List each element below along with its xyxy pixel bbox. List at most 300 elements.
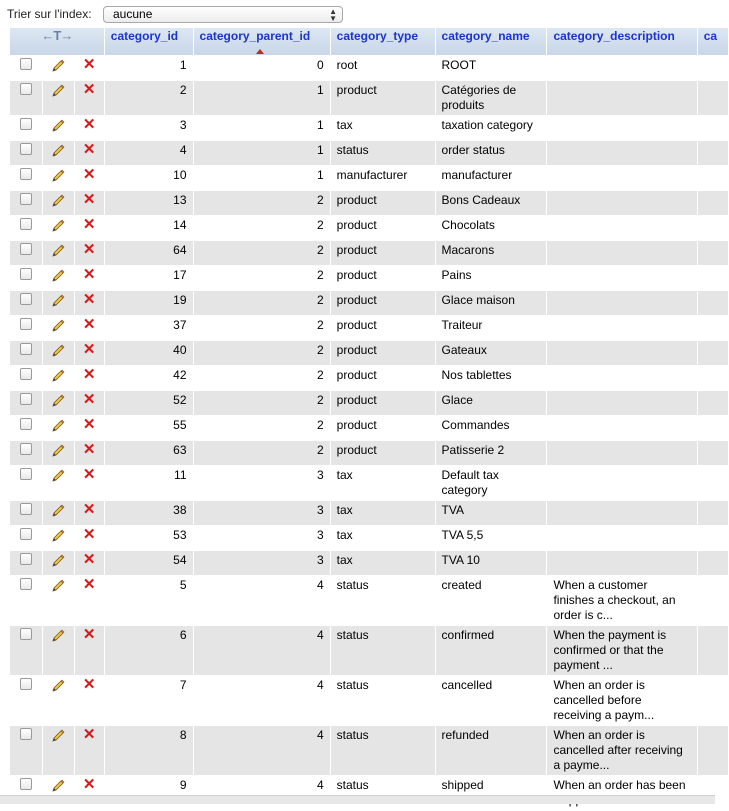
row-checkbox[interactable]	[20, 528, 32, 540]
edit-cell	[43, 676, 73, 725]
edit-pencil-icon[interactable]	[50, 143, 66, 163]
delete-x-icon[interactable]: ✕	[82, 676, 96, 693]
cell-category-name: Catégories de produits	[436, 81, 547, 115]
cell-category-name: Traiteur	[436, 316, 547, 340]
cell-category-name: taxation category	[436, 116, 547, 140]
cell-category-parent-id: 2	[194, 341, 330, 365]
row-checkbox[interactable]	[20, 118, 32, 130]
row-checkbox[interactable]	[20, 728, 32, 740]
cell-category-type: status	[331, 626, 435, 675]
cell-category-name: cancelled	[436, 676, 547, 725]
cell-category-name: Gateaux	[436, 341, 547, 365]
row-select-cell	[10, 241, 42, 265]
delete-cell	[75, 416, 104, 440]
cell-truncated	[698, 551, 728, 575]
cell-category-description	[547, 366, 696, 390]
row-checkbox[interactable]	[20, 343, 32, 355]
cell-category-parent-id: 3	[194, 466, 330, 500]
delete-x-icon[interactable]: ✕	[82, 626, 96, 643]
cell-truncated	[698, 576, 728, 625]
cell-category-type: tax	[331, 526, 435, 550]
table-body	[10, 56, 728, 810]
table-row	[10, 141, 728, 165]
edit-pencil-icon[interactable]	[50, 193, 66, 213]
cell-category-parent-id: 2	[194, 391, 330, 415]
table-row	[10, 726, 728, 775]
edit-pencil-icon[interactable]	[50, 553, 66, 573]
cell-category-id: 37	[105, 316, 193, 340]
cell-truncated	[698, 366, 728, 390]
cell-category-name: Glace	[436, 391, 547, 415]
table-row	[10, 291, 728, 315]
cell-category-description	[547, 166, 696, 190]
cell-category-description	[547, 416, 696, 440]
row-select-cell	[10, 291, 42, 315]
delete-x-icon[interactable]: ✕	[82, 291, 96, 308]
cell-truncated	[698, 316, 728, 340]
edit-cell	[43, 141, 73, 165]
delete-cell	[75, 391, 104, 415]
table-row	[10, 216, 728, 240]
delete-x-icon[interactable]: ✕	[82, 141, 96, 158]
delete-x-icon[interactable]: ✕	[82, 726, 96, 743]
cell-truncated	[698, 416, 728, 440]
cell-category-name: Bons Cadeaux	[436, 191, 547, 215]
column-header-category-name[interactable]: category_name	[436, 28, 547, 55]
cell-category-name: TVA 10	[436, 551, 547, 575]
edit-pencil-icon[interactable]	[50, 393, 66, 413]
edit-pencil-icon[interactable]	[50, 168, 66, 188]
cell-category-type: tax	[331, 466, 435, 500]
cell-category-name: shipped	[436, 776, 547, 810]
sort-label: Trier sur l'index:	[7, 7, 92, 21]
cell-category-description	[547, 56, 696, 80]
edit-pencil-icon[interactable]	[50, 218, 66, 238]
cell-truncated	[698, 526, 728, 550]
cell-truncated	[698, 291, 728, 315]
edit-pencil-icon[interactable]	[50, 243, 66, 263]
cell-truncated	[698, 676, 728, 725]
row-select-cell	[10, 626, 42, 675]
delete-cell	[75, 366, 104, 390]
delete-x-icon[interactable]: ✕	[82, 116, 96, 133]
column-arrows-icon: ←T→	[41, 28, 73, 43]
table-row	[10, 526, 728, 550]
delete-x-icon[interactable]: ✕	[82, 576, 96, 593]
delete-cell	[75, 316, 104, 340]
cell-category-description	[547, 216, 696, 240]
row-checkbox[interactable]	[20, 678, 32, 690]
select-arrows-icon: ▲ ▼	[329, 6, 337, 23]
cell-category-parent-id: 0	[194, 56, 330, 80]
cell-category-type: product	[331, 391, 435, 415]
cell-category-id: 53	[105, 526, 193, 550]
edit-pencil-icon[interactable]	[50, 293, 66, 313]
edit-pencil-icon[interactable]	[50, 268, 66, 288]
cell-category-name: manufacturer	[436, 166, 547, 190]
edit-pencil-icon[interactable]	[50, 443, 66, 463]
cell-truncated	[698, 466, 728, 500]
cell-category-id: 1	[105, 56, 193, 80]
row-select-cell	[10, 141, 42, 165]
sort-index-select[interactable]	[103, 6, 343, 23]
edit-cell	[43, 776, 73, 810]
delete-cell	[75, 141, 104, 165]
row-select-cell	[10, 466, 42, 500]
cell-category-description: When an order is cancelled before receiving a paym...	[547, 676, 696, 725]
cell-category-id: 19	[105, 291, 193, 315]
row-checkbox[interactable]	[20, 368, 32, 380]
cell-category-type: product	[331, 416, 435, 440]
edit-cell	[43, 56, 73, 80]
cell-category-description	[547, 526, 696, 550]
cell-category-name: created	[436, 576, 547, 625]
row-select-cell	[10, 56, 42, 80]
edit-pencil-icon[interactable]	[50, 118, 66, 138]
cell-truncated	[698, 56, 728, 80]
table-row	[10, 366, 728, 390]
edit-pencil-icon[interactable]	[50, 418, 66, 438]
delete-x-icon[interactable]: ✕	[82, 466, 96, 483]
table-row	[10, 166, 728, 190]
table-row	[10, 626, 728, 675]
delete-x-icon[interactable]: ✕	[82, 526, 96, 543]
cell-category-name: Glace maison	[436, 291, 547, 315]
cell-category-id: 64	[105, 241, 193, 265]
table-row	[10, 576, 728, 625]
delete-cell	[75, 726, 104, 775]
cell-category-id: 4	[105, 141, 193, 165]
row-select-cell	[10, 81, 42, 115]
delete-x-icon[interactable]: ✕	[82, 56, 96, 73]
cell-category-parent-id: 2	[194, 416, 330, 440]
table-row	[10, 56, 728, 80]
column-header-category-id[interactable]: category_id	[105, 28, 193, 55]
results-table	[9, 27, 729, 811]
row-checkbox[interactable]	[20, 318, 32, 330]
cell-category-parent-id: 1	[194, 166, 330, 190]
delete-cell	[75, 776, 104, 810]
cell-category-parent-id: 2	[194, 241, 330, 265]
cell-category-name: Macarons	[436, 241, 547, 265]
row-checkbox[interactable]	[20, 193, 32, 205]
edit-pencil-icon[interactable]	[50, 318, 66, 338]
cell-category-id: 55	[105, 416, 193, 440]
cell-category-name: confirmed	[436, 626, 547, 675]
sort-bar	[0, 0, 715, 27]
cell-category-parent-id: 4	[194, 676, 330, 725]
cell-category-parent-id: 1	[194, 116, 330, 140]
cell-category-type: product	[331, 191, 435, 215]
sort-index-value: aucune	[113, 7, 153, 21]
row-select-cell	[10, 166, 42, 190]
column-header-category-description[interactable]: category_description	[547, 28, 696, 55]
delete-cell	[75, 216, 104, 240]
table-row	[10, 191, 728, 215]
delete-cell	[75, 266, 104, 290]
edit-cell	[43, 551, 73, 575]
delete-x-icon[interactable]: ✕	[82, 191, 96, 208]
cell-category-id: 7	[105, 676, 193, 725]
cell-category-description	[547, 291, 696, 315]
cell-category-type: tax	[331, 116, 435, 140]
cell-category-type: product	[331, 441, 435, 465]
delete-cell	[75, 466, 104, 500]
table-row	[10, 441, 728, 465]
edit-cell	[43, 366, 73, 390]
delete-x-icon[interactable]: ✕	[82, 391, 96, 408]
cell-truncated	[698, 141, 728, 165]
edit-cell	[43, 416, 73, 440]
cell-category-description	[547, 266, 696, 290]
cell-category-description	[547, 441, 696, 465]
row-checkbox[interactable]	[20, 83, 32, 95]
delete-x-icon[interactable]: ✕	[82, 366, 96, 383]
table-row	[10, 501, 728, 525]
cell-truncated	[698, 241, 728, 265]
cell-category-type: product	[331, 81, 435, 115]
table-row	[10, 341, 728, 365]
row-select-cell	[10, 676, 42, 725]
cell-category-description	[547, 141, 696, 165]
row-select-cell	[10, 441, 42, 465]
delete-x-icon[interactable]: ✕	[82, 81, 96, 98]
cell-category-description	[547, 551, 696, 575]
table-row	[10, 241, 728, 265]
edit-cell	[43, 466, 73, 500]
delete-x-icon[interactable]: ✕	[82, 241, 96, 258]
table-row	[10, 391, 728, 415]
cell-category-type: status	[331, 726, 435, 775]
cell-category-name: TVA 5,5	[436, 526, 547, 550]
cell-category-id: 3	[105, 116, 193, 140]
delete-x-icon[interactable]: ✕	[82, 316, 96, 333]
edit-pencil-icon[interactable]	[50, 528, 66, 548]
edit-cell	[43, 341, 73, 365]
delete-x-icon[interactable]: ✕	[82, 216, 96, 233]
edit-cell	[43, 116, 73, 140]
cell-category-type: status	[331, 141, 435, 165]
table-row	[10, 81, 728, 115]
edit-cell	[43, 266, 73, 290]
edit-cell	[43, 81, 73, 115]
row-select-cell	[10, 551, 42, 575]
cell-category-id: 8	[105, 726, 193, 775]
edit-pencil-icon[interactable]	[50, 83, 66, 103]
edit-cell	[43, 166, 73, 190]
table-row	[10, 416, 728, 440]
row-checkbox[interactable]	[20, 628, 32, 640]
cell-category-type: product	[331, 216, 435, 240]
cell-category-id: 54	[105, 551, 193, 575]
cell-category-type: status	[331, 676, 435, 725]
row-checkbox[interactable]	[20, 58, 32, 70]
delete-x-icon[interactable]: ✕	[82, 266, 96, 283]
row-checkbox[interactable]	[20, 778, 32, 790]
delete-cell	[75, 501, 104, 525]
cell-truncated	[698, 166, 728, 190]
row-checkbox[interactable]	[20, 468, 32, 480]
edit-cell	[43, 526, 73, 550]
cell-category-type: tax	[331, 501, 435, 525]
cell-category-parent-id: 2	[194, 366, 330, 390]
delete-x-icon[interactable]: ✕	[82, 551, 96, 568]
cell-category-description	[547, 466, 696, 500]
delete-x-icon[interactable]: ✕	[82, 416, 96, 433]
edit-pencil-icon[interactable]	[50, 368, 66, 388]
cell-category-name: order status	[436, 141, 547, 165]
cell-category-parent-id: 2	[194, 316, 330, 340]
delete-cell	[75, 241, 104, 265]
delete-x-icon[interactable]: ✕	[82, 441, 96, 458]
delete-x-icon[interactable]: ✕	[82, 166, 96, 183]
edit-pencil-icon[interactable]	[50, 578, 66, 598]
cell-category-type: status	[331, 776, 435, 810]
delete-x-icon[interactable]: ✕	[82, 341, 96, 358]
edit-cell	[43, 576, 73, 625]
cell-category-type: status	[331, 576, 435, 625]
row-checkbox[interactable]	[20, 503, 32, 515]
cell-category-id: 9	[105, 776, 193, 810]
table-row	[10, 266, 728, 290]
cell-truncated	[698, 726, 728, 775]
cell-category-type: tax	[331, 551, 435, 575]
cell-category-id: 38	[105, 501, 193, 525]
cell-category-parent-id: 3	[194, 551, 330, 575]
row-checkbox[interactable]	[20, 168, 32, 180]
cell-truncated	[698, 501, 728, 525]
cell-category-description	[547, 81, 696, 115]
cell-category-description	[547, 501, 696, 525]
cell-category-parent-id: 2	[194, 441, 330, 465]
cell-category-description	[547, 241, 696, 265]
cell-category-name: ROOT	[436, 56, 547, 80]
column-header-truncated[interactable]: ca	[698, 28, 728, 55]
table-row	[10, 316, 728, 340]
cell-category-parent-id: 3	[194, 501, 330, 525]
row-checkbox[interactable]	[20, 393, 32, 405]
cell-category-name: Nos tablettes	[436, 366, 547, 390]
cell-category-id: 17	[105, 266, 193, 290]
cell-category-name: Pains	[436, 266, 547, 290]
row-select-cell	[10, 216, 42, 240]
cell-category-parent-id: 2	[194, 216, 330, 240]
table-header-row	[10, 28, 728, 55]
cell-category-id: 11	[105, 466, 193, 500]
row-checkbox[interactable]	[20, 418, 32, 430]
cell-category-id: 5	[105, 576, 193, 625]
cell-truncated	[698, 776, 728, 810]
row-checkbox[interactable]	[20, 443, 32, 455]
row-checkbox[interactable]	[20, 293, 32, 305]
delete-x-icon[interactable]: ✕	[82, 776, 96, 793]
row-checkbox[interactable]	[20, 218, 32, 230]
cell-category-type: manufacturer	[331, 166, 435, 190]
cell-category-name: TVA	[436, 501, 547, 525]
cell-category-parent-id: 4	[194, 776, 330, 810]
cell-category-description	[547, 116, 696, 140]
cell-category-description: When an order is cancelled after receiving a payme...	[547, 726, 696, 775]
cell-truncated	[698, 191, 728, 215]
delete-cell	[75, 291, 104, 315]
row-select-cell	[10, 576, 42, 625]
edit-pencil-icon[interactable]	[50, 678, 66, 698]
edit-pencil-icon[interactable]	[50, 503, 66, 523]
cell-category-type: product	[331, 241, 435, 265]
cell-category-name: Commandes	[436, 416, 547, 440]
cell-truncated	[698, 441, 728, 465]
delete-cell	[75, 626, 104, 675]
cell-category-name: Chocolats	[436, 216, 547, 240]
sort-ascending-icon	[256, 49, 264, 54]
edit-cell	[43, 726, 73, 775]
cell-category-type: product	[331, 316, 435, 340]
cell-category-name: Default tax category	[436, 466, 547, 500]
row-select-cell	[10, 776, 42, 810]
cell-category-parent-id: 2	[194, 291, 330, 315]
row-select-cell	[10, 266, 42, 290]
delete-x-icon[interactable]: ✕	[82, 501, 96, 518]
cell-category-parent-id: 4	[194, 726, 330, 775]
row-select-cell	[10, 416, 42, 440]
table-row	[10, 776, 728, 810]
table-row	[10, 676, 728, 725]
row-checkbox[interactable]	[20, 143, 32, 155]
table-row	[10, 551, 728, 575]
delete-cell	[75, 576, 104, 625]
cell-category-parent-id: 2	[194, 266, 330, 290]
table-continuation	[0, 795, 715, 804]
row-checkbox[interactable]	[20, 243, 32, 255]
row-select-cell	[10, 526, 42, 550]
delete-cell	[75, 56, 104, 80]
cell-category-description: When an order has been	[547, 776, 696, 810]
row-checkbox[interactable]	[20, 553, 32, 565]
edit-pencil-icon[interactable]	[50, 343, 66, 363]
cell-category-id: 40	[105, 341, 193, 365]
cell-category-type: product	[331, 366, 435, 390]
row-select-cell	[10, 341, 42, 365]
edit-cell	[43, 441, 73, 465]
edit-cell	[43, 191, 73, 215]
row-checkbox[interactable]	[20, 268, 32, 280]
cell-category-description: When the payment is confirmed or that the payment ...	[547, 626, 696, 675]
cell-category-type: product	[331, 341, 435, 365]
cell-category-id: 2	[105, 81, 193, 115]
cell-category-id: 42	[105, 366, 193, 390]
edit-pencil-icon[interactable]	[50, 728, 66, 748]
cell-truncated	[698, 626, 728, 675]
cell-category-parent-id: 4	[194, 626, 330, 675]
cell-category-parent-id: 3	[194, 526, 330, 550]
edit-cell	[43, 216, 73, 240]
cell-category-description	[547, 191, 696, 215]
cell-category-id: 63	[105, 441, 193, 465]
edit-cell	[43, 501, 73, 525]
column-resize-handle[interactable]	[10, 28, 104, 55]
cell-category-parent-id: 4	[194, 576, 330, 625]
delete-cell	[75, 341, 104, 365]
edit-pencil-icon[interactable]	[50, 628, 66, 648]
column-header-category-type[interactable]: category_type	[331, 28, 435, 55]
column-header-category-parent-id[interactable]	[194, 28, 330, 55]
row-select-cell	[10, 316, 42, 340]
edit-pencil-icon[interactable]	[50, 58, 66, 78]
cell-category-description	[547, 391, 696, 415]
row-checkbox[interactable]	[20, 578, 32, 590]
edit-pencil-icon[interactable]	[50, 468, 66, 488]
cell-category-id: 14	[105, 216, 193, 240]
